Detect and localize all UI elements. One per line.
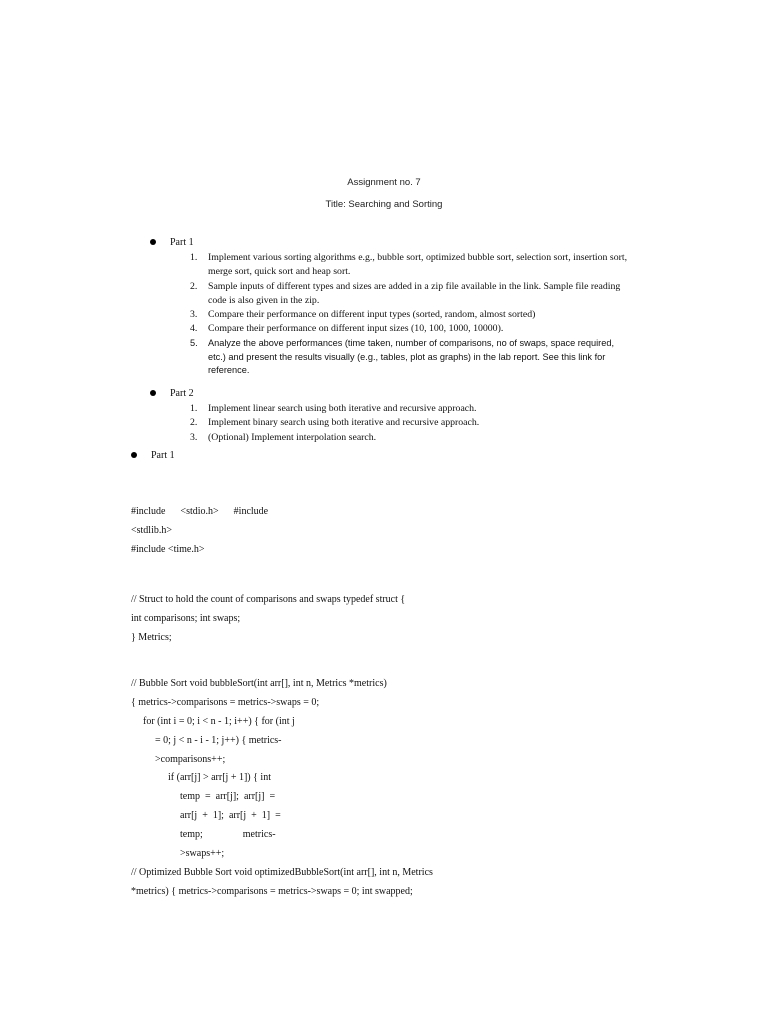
code-line: #include <time.h>	[131, 544, 205, 555]
code-line: >comparisons++;	[155, 754, 226, 765]
part1-label: Part 1	[170, 237, 194, 248]
list-item	[190, 337, 630, 378]
code-line: <stdlib.h>	[131, 525, 173, 536]
code-line: arr[j + 1]; arr[j + 1] =	[180, 810, 281, 821]
code-line: if (arr[j] > arr[j + 1]) { int	[168, 772, 271, 783]
code-line: int comparisons; int swaps;	[131, 613, 241, 624]
list-number: 2.	[190, 417, 198, 428]
code-line: } Metrics;	[131, 632, 172, 643]
list-item	[190, 280, 630, 308]
code-line: { metrics->comparisons = metrics->swaps = 0;	[131, 697, 320, 708]
assignment-number: Assignment no. 7	[347, 177, 421, 188]
list-number: 4.	[190, 323, 198, 334]
part1-repeat-label: Part 1	[151, 450, 175, 461]
list-text: Implement binary search using both iterative and recursive approach.	[208, 417, 480, 428]
list-number: 5.	[190, 338, 198, 348]
list-text: Analyze the above performances (time taken, number of comparisons, no of swaps, space required, etc.) and present the results visually (e.g., tables, plot as graphs) in the lab report. See this link for reference.	[208, 338, 614, 376]
list-number: 3.	[190, 432, 198, 443]
list-item	[190, 416, 630, 430]
code-line: #include <stdio.h> #include	[131, 506, 269, 517]
part2-label: Part 2	[170, 388, 194, 399]
document-title: Title: Searching and Sorting	[325, 199, 443, 210]
list-item	[190, 322, 630, 336]
list-text: Compare their performance on different input types (sorted, random, almost sorted)	[208, 309, 536, 320]
list-text: Implement linear search using both iterative and recursive approach.	[208, 403, 477, 414]
list-text: Compare their performance on different input sizes (10, 100, 1000, 10000).	[208, 323, 504, 334]
code-line: // Optimized Bubble Sort void optimizedBubbleSort(int arr[], int n, Metrics	[131, 867, 433, 878]
bullet-icon	[131, 452, 137, 458]
list-number: 1.	[190, 403, 198, 414]
list-text: Sample inputs of different types and sizes are added in a zip file available in the link. Sample file reading code is also given in the zip.	[208, 281, 621, 307]
list-text: (Optional) Implement interpolation search.	[208, 432, 377, 443]
code-line: temp; metrics-	[180, 829, 276, 840]
list-text: Implement various sorting algorithms e.g., bubble sort, optimized bubble sort, selection sort, insertion sort, merge sort, quick sort and heap sort.	[208, 252, 628, 278]
list-item	[190, 431, 630, 445]
list-item	[190, 251, 630, 279]
list-number: 3.	[190, 309, 198, 320]
code-line: temp = arr[j]; arr[j] =	[180, 791, 276, 802]
list-number: 1.	[190, 252, 198, 263]
code-line: = 0; j < n - i - 1; j++) { metrics-	[155, 735, 282, 746]
list-item	[190, 308, 630, 322]
code-line: // Bubble Sort void bubbleSort(int arr[], int n, Metrics *metrics)	[131, 678, 387, 689]
code-line: // Struct to hold the count of comparisons and swaps typedef struct {	[131, 594, 406, 605]
code-line: >swaps++;	[180, 848, 225, 859]
code-line: for (int i = 0; i < n - 1; i++) { for (int j	[143, 716, 295, 727]
bullet-icon	[150, 239, 156, 245]
bullet-icon	[150, 390, 156, 396]
list-number: 2.	[190, 281, 198, 292]
code-line: *metrics) { metrics->comparisons = metrics->swaps = 0; int swapped;	[131, 886, 413, 897]
list-item	[190, 402, 630, 416]
